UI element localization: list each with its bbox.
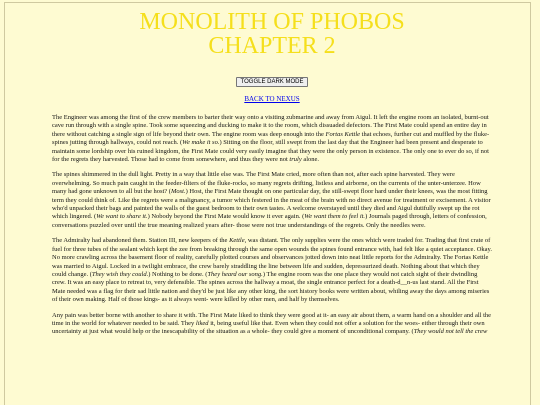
text-run: The spines shimmered in the dull light. Pretty in a way that little else was. The First Mate cried, more often than not, after each spine harvested. They were overwhelming. So much pain caught in the feeder-filters of the fluke-rocks, so many regrets drifting, listless and airborne, on the currents of the unter-unterzee. How many had gone unknown to all but the host? (: [52, 171, 481, 196]
toggle-dark-mode-button[interactable]: TOGGLE DARK MODE: [236, 77, 309, 87]
italic-run: truly: [289, 156, 302, 164]
story-text: [52, 114, 492, 337]
italic-run: We make it so.: [182, 139, 220, 147]
italic-run: Kettle: [229, 237, 245, 245]
title-line-1: MONOLITH OF PHOBOS: [139, 9, 405, 35]
text-run: ) Journals paged through, letters of confession, conversations puzzled over until the true meaning realized years after- those were not true understandings of the regrets. Only the needles were.: [52, 213, 487, 229]
text-run: ) Host, the First Mate thought on one particular day, the still-swept floor hard under their knees, was the most fitting term they could think of. Like the regrets were a malignancy, a tumor which festered in the meat of the brain with no direct avenue for treatment or excisement. A visitor who'd unpacked their bags and painted the walls of the guest bedroom to their own tastes. A welcome overstayed until they died and Aigul dutifully swept up the rot which lingered. (: [52, 188, 491, 221]
toggle-row: [52, 70, 492, 85]
story-paragraph-2: [52, 171, 492, 230]
text-run: ) Nothing to be done. (: [148, 270, 208, 278]
text-run: that echoes, further cut and muffled by the fluke-spines jutting through hallways, could not reach. (: [52, 130, 490, 147]
italic-run: They would not tell the crew: [413, 328, 488, 336]
text-run: ) The engine room was the one place they would not catch sight of their dwindling crew. It was an easy place to retreat to, very defensible. The spines across the hallway a moat, the single entrance perfect for a death-d__n-us last stand. All the First Mate needed was a flag for their sad little nation and they'd be just like any other king, the sort history books were written about, whiling away the days among miseries of their own making. Half of those kings- as it always went- were killed by other men, and half by themselves.: [52, 270, 490, 304]
italic-run: We want to share it.: [96, 213, 148, 221]
title-line-2: CHAPTER 2: [208, 33, 336, 59]
text-run: , was distant. The only supplies were the ones which were traded for. Trading that first crate of fuel for three tubes of the sealant which kept the zee from breaking through the same open wounds the spines found entrance with, had felt like a quiet acceptance. Okay. No more crawling across the basement floor of reality, carefully plotted courses and observances jotted down into neat little reports for the Admiralty. The Fortas Kettle was married to Aigul. Locked in a twilight embrace, the crew barely straddling the line between life and sudden, depressurized death. Nothing about that which they could change. (: [52, 237, 492, 278]
text-run: ) Sitting on the floor, still swept from the last day that the Engineer had been present and desperate to maintain some lordship over his ruined kingdom, the First Mate could very easily imagine that they were the only person in existence. The only one to ever do so, if not for the regrets they harvested. Those had to come from somewhere, and thus they were not: [52, 139, 489, 164]
italic-run: They wish they could.: [91, 270, 149, 278]
text-run: The Admiralty had abandoned them. Station III, new keepers of the: [52, 237, 230, 245]
text-run: it, being useful like that. Even when they could not offer a solution for the woes- either through their own uncertainty at just what would help or the inescapability of the situation as a whole- they could give a moment of unconditional company. (: [52, 319, 485, 336]
text-run: alone.: [301, 156, 320, 164]
italic-run: Fortas Kettle: [325, 130, 361, 138]
text-run: ) Nobody beyond the First Mate would know it ever again. (: [147, 213, 305, 221]
text-run: The Engineer was among the first of the crew members to barter their way onto a visiting zubmarine and away from Aigul. It left the engine room an isolated, burnt-out cave run through with a single spine. Took some squeezing and ducking to make it to the room, which dissuaded defectors. The First Mate could spend an entire day in there without catching a single sign of life beyond their own. The engine room was deep enough into the: [52, 114, 489, 138]
italic-run: They heard our song.: [207, 270, 263, 278]
page-title: [52, 0, 492, 58]
story-paragraph-1: [52, 114, 492, 164]
story-paragraph-4: [52, 312, 492, 337]
text-run: Any pain was better borne with another to share it with. The First Mate liked to think they were good at it- an easy air about them, a warm hand on a shoulder and all the time in the world for whatever needed to be said. They: [52, 311, 492, 327]
italic-run: liked: [195, 319, 209, 327]
back-row: [52, 88, 492, 106]
back-to-nexus-link[interactable]: BACK TO NEXUS: [244, 95, 300, 103]
story-paragraph-3: [52, 237, 492, 304]
italic-run: We want them to feel it.: [304, 213, 366, 221]
italic-run: Most.: [170, 188, 186, 196]
content-column: [52, 0, 492, 344]
